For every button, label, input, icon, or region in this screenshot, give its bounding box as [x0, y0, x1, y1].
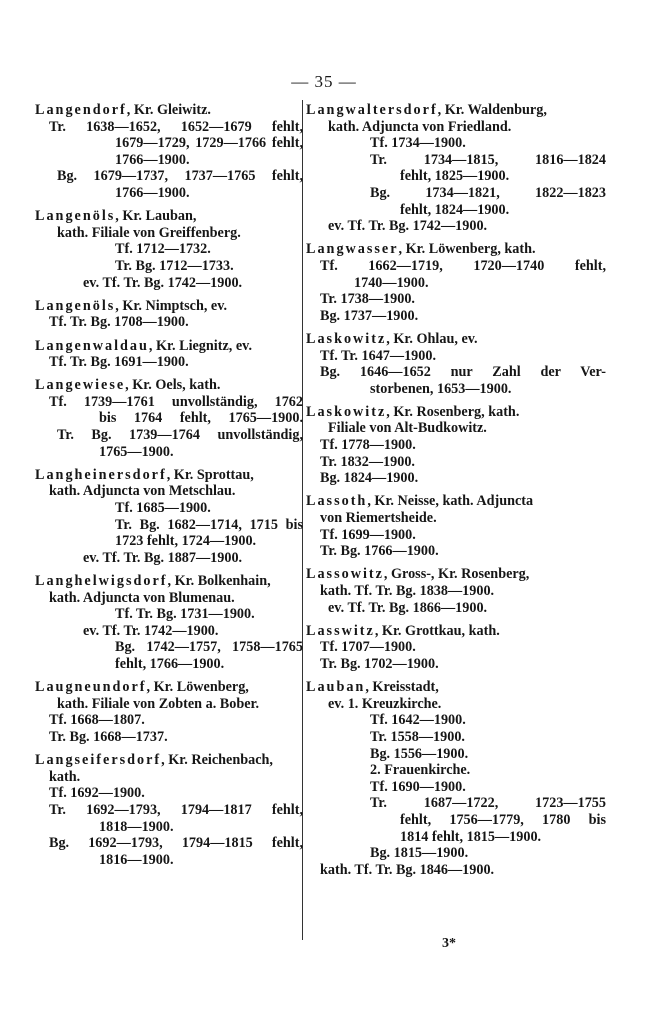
entry-title: [35, 102, 303, 119]
entry-title: [306, 404, 606, 421]
entry: [306, 404, 606, 487]
place-details: , Kreisstadt,: [365, 679, 439, 696]
record-line: Tf. 1642—1900.: [370, 712, 466, 729]
record-line: Filiale von Alt-Budkowitz.: [328, 420, 487, 437]
place-name: Langwaltersdorf: [306, 102, 438, 118]
entry: [306, 102, 606, 235]
place-details: , Kr. Löwenberg,: [146, 679, 249, 696]
record-line: Tf. 1707—1900.: [320, 639, 416, 656]
entry: [35, 377, 303, 460]
record-line: Bg. 1734—1821, 1822—1823: [370, 184, 606, 201]
record-line: Tf. Tr. 1647—1900.: [320, 347, 437, 364]
record-line: fehlt, 1825—1900.: [400, 168, 510, 185]
record-line: Tf. Tr. Bg. 1708—1900.: [49, 314, 189, 331]
record-line: kath. Tf. Tr. Bg. 1838—1900.: [320, 583, 495, 599]
record-line: Tr. Bg. 1712—1733.: [115, 257, 234, 274]
entry: [35, 298, 303, 331]
record-line: kath.: [49, 768, 81, 785]
record-line: 1679—1729, 1729—1766 fehlt,: [115, 135, 303, 152]
left-column: [35, 102, 303, 875]
entry: [306, 623, 606, 673]
place-name: Lauban: [306, 679, 366, 696]
record-line: fehlt, 1824—1900.: [400, 201, 510, 218]
entry: [306, 241, 606, 324]
record-line: Tf. 1692—1900.: [49, 785, 145, 802]
right-column: [306, 102, 606, 885]
entry: [306, 566, 606, 616]
entry: [306, 679, 606, 878]
record-line: bis 1764 fehlt, 1765—1900.: [99, 410, 303, 427]
entry-title: [35, 298, 303, 315]
place-details: , Kr. Gleiwitz.: [126, 102, 211, 118]
record-line: Tr. Bg. 1668—1737.: [49, 728, 168, 745]
record-line: Tf. 1778—1900.: [320, 437, 416, 454]
record-line: ev. Tf. Tr. Bg. 1887—1900.: [83, 549, 243, 566]
entry-title: [35, 338, 303, 355]
record-line: Bg. 1556—1900.: [370, 745, 469, 762]
place-details: , Kr. Sprottau,: [166, 466, 254, 483]
record-line: Tr. Bg. 1766—1900.: [320, 543, 439, 560]
entry: [306, 493, 606, 559]
place-name: Langendorf: [35, 102, 127, 118]
place-details: , Kr. Löwenberg, kath.: [398, 241, 536, 258]
place-name: Lassowitz: [306, 566, 384, 583]
entry: [35, 338, 303, 371]
entry-title: [306, 566, 606, 583]
place-name: Langheinersdorf: [35, 466, 167, 483]
record-line: Tr. 1687—1722, 1723—1755: [370, 795, 606, 812]
entry-title: [306, 331, 606, 348]
entry-title: [306, 623, 606, 640]
record-line: storbenen, 1653—1900.: [370, 380, 512, 397]
entry-title: [306, 679, 606, 696]
record-line: Tf. 1662—1719, 1720—1740 fehlt,: [320, 257, 606, 274]
place-name: Langwasser: [306, 241, 399, 258]
record-line: ev. Tf. Tr. Bg. 1866—1900.: [328, 599, 488, 616]
place-details: , Kr. Lauban,: [115, 208, 197, 225]
record-line: 1818—1900.: [99, 818, 174, 835]
entry-title: [35, 467, 303, 484]
record-line: Tf. 1734—1900.: [370, 135, 466, 152]
record-line: kath. Tf. Tr. Bg. 1846—1900.: [320, 861, 495, 878]
page-number: — 35 —: [291, 72, 357, 91]
entry-title: [306, 102, 606, 119]
record-line: 1765—1900.: [99, 443, 174, 460]
record-line: von Riemertsheide.: [320, 510, 437, 527]
record-line: 1814 fehlt, 1815—1900.: [400, 828, 542, 845]
record-line: Tf. 1690—1900.: [370, 778, 466, 795]
place-details: , Kr. Waldenburg,: [437, 102, 547, 118]
record-line: Tf. 1668—1807.: [49, 712, 145, 729]
record-line: Bg. 1742—1757, 1758—1765: [115, 639, 303, 656]
entry-title: [35, 679, 303, 696]
record-line: Tr. 1738—1900.: [320, 291, 415, 308]
record-line: ev. Tf. Tr. Bg. 1742—1900.: [328, 218, 488, 235]
place-name: Laskowitz: [306, 330, 387, 347]
record-line: Bg. 1692—1793, 1794—1815 fehlt,: [49, 835, 303, 852]
place-details: , Kr. Liegnitz, ev.: [148, 337, 253, 354]
record-line: Tr. 1832—1900.: [320, 453, 415, 470]
record-line: ev. 1. Kreuzkirche.: [328, 695, 442, 712]
place-name: Langenwaldau: [35, 337, 149, 354]
entry: [306, 331, 606, 397]
record-line: Tr. 1692—1793, 1794—1817 fehlt,: [49, 801, 303, 818]
record-line: Tf. 1699—1900.: [320, 526, 416, 543]
record-line: Bg. 1679—1737, 1737—1765 fehlt,: [57, 168, 303, 185]
record-line: Tr. 1558—1900.: [370, 728, 465, 745]
record-line: Tf. 1685—1900.: [115, 500, 211, 517]
place-details: , Kr. Neisse, kath. Adjuncta: [367, 493, 534, 510]
place-name: Langewiese: [35, 377, 126, 394]
record-line: 2. Frauenkirche.: [370, 762, 471, 779]
entry-title: [35, 377, 303, 394]
entry: [35, 467, 303, 567]
record-line: kath. Adjuncta von Metschlau.: [49, 483, 236, 500]
record-line: Bg. 1824—1900.: [320, 470, 419, 487]
place-name: Lasswitz: [306, 622, 375, 639]
entry-title: [35, 752, 303, 769]
entry: [35, 102, 303, 202]
signature-mark: 3*: [442, 936, 456, 951]
record-line: kath. Filiale von Zobten a. Bober.: [57, 695, 260, 712]
place-name: Laugneundorf: [35, 679, 147, 696]
place-details: , Gross-, Kr. Rosenberg,: [383, 566, 530, 583]
record-line: Bg. 1646—1652 nur Zahl der Ver-: [320, 364, 606, 381]
entry-title: [35, 573, 303, 590]
record-line: kath. Filiale von Greiffenberg.: [57, 224, 241, 241]
record-line: Tr. 1638—1652, 1652—1679 fehlt,: [49, 118, 303, 135]
place-details: , Kr. Bolkenhain,: [167, 573, 271, 589]
place-name: Langenöls: [35, 297, 116, 314]
place-details: , Kr. Grottkau, kath.: [374, 622, 500, 639]
place-name: Langseifersdorf: [35, 752, 162, 769]
entry-title: [306, 241, 606, 258]
record-line: 1766—1900.: [115, 151, 190, 168]
record-line: Bg. 1815—1900.: [370, 845, 469, 862]
place-details: , Kr. Rosenberg, kath.: [386, 403, 520, 420]
place-details: , Kr. Nimptsch, ev.: [115, 297, 228, 314]
entry: [35, 573, 303, 673]
record-line: 1740—1900.: [354, 274, 429, 291]
record-line: 1766—1900.: [115, 184, 190, 201]
record-line: Tr. 1734—1815, 1816—1824: [370, 151, 606, 168]
record-line: Tf. 1712—1732.: [115, 241, 211, 258]
entry: [35, 679, 303, 745]
place-details: , Kr. Reichenbach,: [161, 752, 273, 769]
place-name: Lassoth: [306, 493, 368, 510]
place-name: Laskowitz: [306, 403, 387, 420]
place-name: Langenöls: [35, 208, 116, 225]
record-line: Tr. Bg. 1682—1714, 1715 bis: [115, 516, 303, 533]
place-details: , Kr. Oels, kath.: [125, 377, 221, 394]
entry: [35, 208, 303, 291]
record-line: Tr. Bg. 1702—1900.: [320, 655, 439, 672]
place-details: , Kr. Ohlau, ev.: [386, 330, 478, 347]
record-line: fehlt, 1766—1900.: [115, 655, 225, 672]
record-line: Tf. Tr. Bg. 1731—1900.: [115, 606, 255, 623]
record-line: ev. Tf. Tr. 1742—1900.: [83, 622, 219, 639]
record-line: kath. Adjuncta von Blumenau.: [49, 589, 235, 606]
record-line: Tf. 1739—1761 unvollständig, 1762: [49, 393, 303, 410]
place-name: Langhelwigsdorf: [35, 573, 168, 589]
record-line: 1723 fehlt, 1724—1900.: [115, 533, 257, 550]
record-line: 1816—1900.: [99, 851, 174, 868]
entry-title: [306, 493, 606, 510]
entry: [35, 752, 303, 868]
record-line: Bg. 1737—1900.: [320, 307, 419, 324]
record-line: kath. Adjuncta von Friedland.: [328, 118, 512, 135]
record-line: Tr. Bg. 1739—1764 unvollständig,: [57, 427, 303, 444]
record-line: Tf. Tr. Bg. 1691—1900.: [49, 354, 189, 371]
record-line: ev. Tf. Tr. Bg. 1742—1900.: [83, 274, 243, 291]
entry-title: [35, 208, 303, 225]
record-line: fehlt, 1756—1779, 1780 bis: [400, 811, 606, 828]
